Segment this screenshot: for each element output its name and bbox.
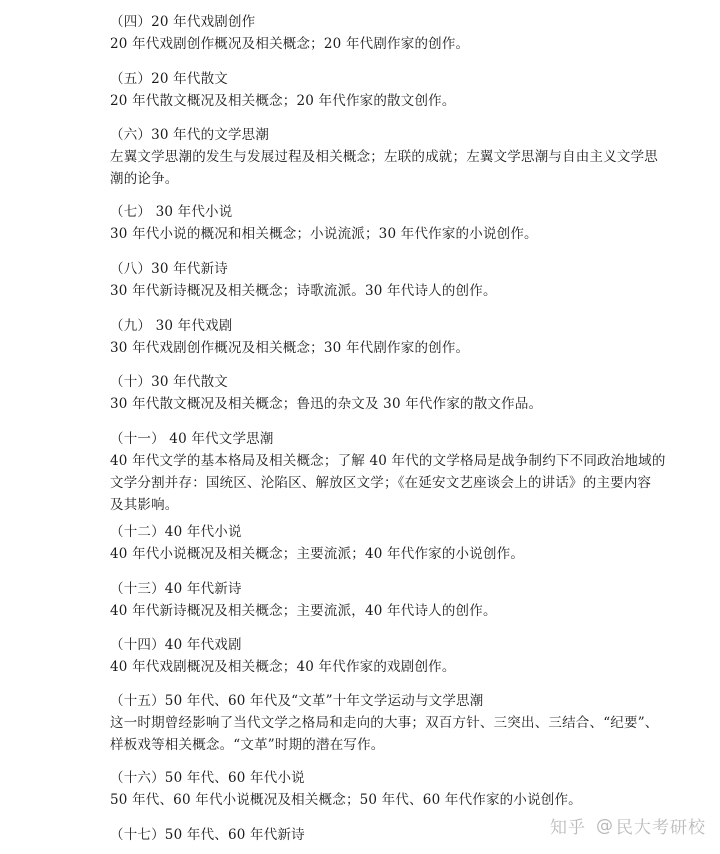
- section-heading: （八）30 年代新诗: [110, 261, 228, 277]
- zhihu-watermark: [550, 813, 706, 838]
- section-5: [110, 68, 650, 112]
- section-heading: （十七）50 年代、60 年代新诗: [110, 827, 305, 843]
- section-12: [110, 521, 650, 565]
- section-4: [110, 11, 650, 55]
- section-10: [110, 371, 650, 415]
- section-15: [110, 690, 659, 756]
- section-text: 40 年代小说概况及相关概念；主要流派；40 年代作家的小说创作。: [110, 546, 525, 562]
- watermark-site: 知乎: [550, 818, 586, 838]
- section-text: 40 年代新诗概况及相关概念；主要流派，40 年代诗人的创作。: [110, 603, 497, 619]
- section-14: [110, 634, 650, 678]
- section-text: 及其影响。: [110, 497, 179, 513]
- section-6: [110, 124, 658, 190]
- section-heading: （五）20 年代散文: [110, 71, 228, 87]
- section-13: [110, 578, 650, 622]
- section-text: 30 年代戏剧创作概况及相关概念；30 年代剧作家的创作。: [110, 340, 470, 356]
- section-text: 30 年代小说的概况和相关概念；小说流派；30 年代作家的小说创作。: [110, 226, 538, 242]
- watermark-at: @: [596, 815, 614, 836]
- section-text: 30 年代散文概况及相关概念；鲁迅的杂文及 30 年代作家的散文作品。: [110, 396, 543, 412]
- section-heading: （十二）40 年代小说: [110, 524, 242, 540]
- section-text: 20 年代散文概况及相关概念；20 年代作家的散文创作。: [110, 93, 456, 109]
- section-11: [110, 428, 666, 516]
- section-7: [110, 201, 650, 245]
- section-heading: （七） 30 年代小说: [110, 204, 233, 220]
- section-text: 潮的论争。: [110, 171, 179, 187]
- section-9: [110, 315, 650, 359]
- section-heading: （四）20 年代戏剧创作: [110, 14, 256, 30]
- section-heading: （九） 30 年代戏剧: [110, 318, 233, 334]
- section-text: 样板戏等相关概念。“文革”时期的潜在写作。: [110, 737, 385, 753]
- section-text: 30 年代新诗概况及相关概念；诗歌流派。30 年代诗人的创作。: [110, 283, 497, 299]
- section-text: 这一时期曾经影响了当代文学之格局和走向的大事；双百方针、三突出、三结合、“纪要”、: [110, 715, 659, 731]
- section-text: 20 年代戏剧创作概况及相关概念；20 年代剧作家的创作。: [110, 36, 470, 52]
- section-text: 50 年代、60 年代小说概况及相关概念；50 年代、60 年代作家的小说创作。: [110, 792, 582, 808]
- section-text: 40 年代文学的基本格局及相关概念；了解 40 年代的文学格局是战争制约下不同政治地域的: [110, 453, 666, 469]
- section-text: 左翼文学思潮的发生与发展过程及相关概念；左联的成就；左翼文学思潮与自由主义文学思: [110, 149, 658, 165]
- section-heading: （十）30 年代散文: [110, 374, 228, 390]
- watermark-account: 民大考研校: [616, 818, 706, 838]
- section-text: 文学分割并存：国统区、沦陷区、解放区文学；《在延安文艺座谈会上的讲话》的主要内容: [110, 475, 652, 491]
- section-heading: （十一） 40 年代文学思潮: [110, 431, 274, 447]
- section-heading: （十六）50 年代、60 年代小说: [110, 770, 305, 786]
- section-16: [110, 767, 650, 811]
- section-heading: （十三）40 年代新诗: [110, 581, 242, 597]
- section-heading: （十五）50 年代、60 年代及“文革”十年文学运动与文学思潮: [110, 693, 484, 709]
- section-heading: （六）30 年代的文学思潮: [110, 127, 270, 143]
- section-8: [110, 258, 650, 302]
- section-text: 40 年代戏剧概况及相关概念；40 年代作家的戏剧创作。: [110, 659, 456, 675]
- section-heading: （十四）40 年代戏剧: [110, 637, 242, 653]
